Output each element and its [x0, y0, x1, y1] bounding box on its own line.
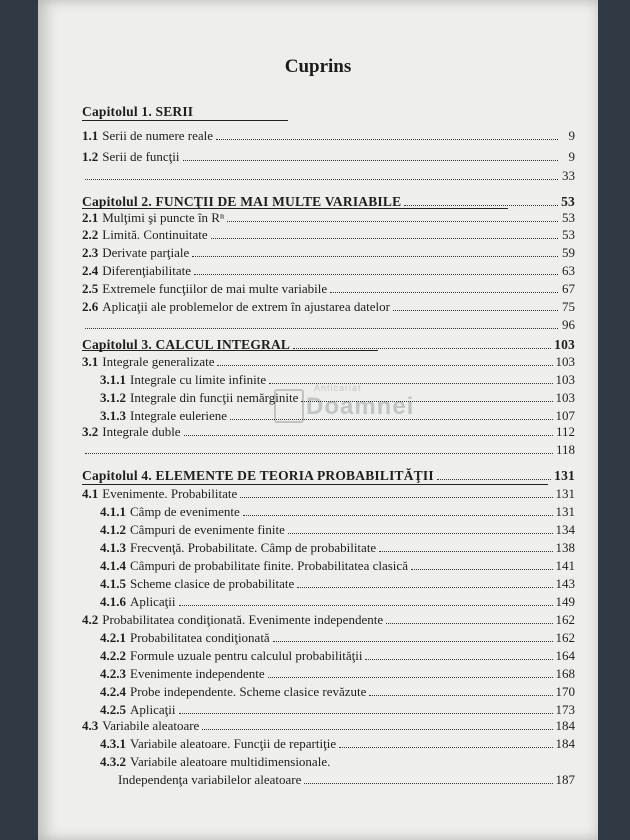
- toc-leader-dots: [365, 659, 552, 660]
- toc-entry-number: 4.2.3: [100, 666, 126, 681]
- toc-page-number: 53: [561, 194, 575, 209]
- toc-page-number: 118: [555, 442, 575, 457]
- chapter-underline: [82, 120, 288, 121]
- toc-page-number: 131: [555, 504, 575, 519]
- toc-leader-dots: [393, 310, 558, 311]
- page-title: Cuprins: [284, 56, 352, 77]
- toc-leader-dots: [85, 328, 558, 329]
- toc-entry-row: [82, 263, 575, 278]
- toc-entry-title: Limită. Continuitate: [102, 227, 208, 242]
- toc-entry-row: [82, 424, 575, 439]
- toc-entry-row: [82, 718, 575, 733]
- toc-entry-number: 4.3.1: [100, 736, 126, 751]
- toc-entry-number: 4.2.4: [100, 684, 126, 699]
- toc-page-number: 164: [555, 648, 575, 663]
- toc-entry-number: 4.1.4: [100, 558, 126, 573]
- toc-page-number: 103: [555, 372, 575, 387]
- toc-page-number: 9: [568, 149, 575, 164]
- toc-page-number: 184: [555, 718, 575, 733]
- toc-leader-dots: [293, 348, 551, 349]
- toc-entry-row: [118, 772, 575, 787]
- toc-entry-row: [100, 522, 575, 537]
- toc-leader-dots: [240, 497, 552, 498]
- toc-entry-number: 4.1.5: [100, 576, 126, 591]
- toc-leader-dots: [301, 401, 552, 402]
- toc-leader-dots: [404, 205, 558, 206]
- toc-page-number: 59: [562, 245, 575, 260]
- toc-page-number: 168: [555, 666, 575, 681]
- toc-page-number: 103: [555, 390, 575, 405]
- toc-page-number: 75: [562, 299, 575, 314]
- toc-leader-dots: [379, 551, 552, 552]
- toc-entry-number: 2.3: [82, 245, 99, 260]
- toc-entry-number: 1.2: [82, 149, 99, 164]
- toc-entry-title: Evenimente independente: [130, 666, 265, 681]
- toc-leader-dots: [330, 292, 558, 293]
- toc-page-number: 9: [568, 128, 575, 143]
- toc-entry-title: Câmpuri de probabilitate finite. Probabilitatea clasică: [130, 558, 408, 573]
- toc-page-number: 96: [562, 317, 575, 332]
- toc-chapter-title: Capitolul 1. SERII: [82, 104, 194, 119]
- toc-page-number: 103: [554, 337, 575, 352]
- toc-page-number: 53: [562, 210, 575, 225]
- toc-page-number: 143: [555, 576, 575, 591]
- toc-entry-row: [82, 227, 575, 242]
- toc-leader-dots: [273, 641, 553, 642]
- toc-chapter-title: Capitolul 2. FUNCŢII DE MAI MULTE VARIABILE: [82, 194, 402, 209]
- toc-entry-title: Aplicaţii: [130, 594, 176, 609]
- toc-leader-dots: [437, 479, 551, 480]
- toc-page-number: 53: [562, 227, 575, 242]
- toc-leader-dots: [269, 383, 552, 384]
- toc-entry-row: [100, 390, 575, 405]
- toc-chapter-title: Capitolul 4. ELEMENTE DE TEORIA PROBABILITĂŢII: [82, 468, 434, 483]
- watermark-small-text: Anticariat: [314, 383, 362, 393]
- toc-entry-row: [82, 354, 575, 369]
- toc-entry-number: 4.2.2: [100, 648, 126, 663]
- toc-page-number: 67: [562, 281, 575, 296]
- toc-entry-row: [82, 317, 575, 332]
- toc-entry-number: 4.1.6: [100, 594, 126, 609]
- toc-page-number: 134: [555, 522, 575, 537]
- toc-entry-row: [100, 736, 575, 751]
- toc-leader-dots: [179, 605, 553, 606]
- toc-entry-number: 4.2.1: [100, 630, 126, 645]
- toc-page-number: 131: [554, 468, 575, 483]
- toc-chapter-row: [82, 194, 575, 209]
- toc-entry-row: [100, 702, 575, 717]
- toc-entry-number: 3.2: [82, 424, 99, 439]
- toc-entry-row: [82, 149, 575, 164]
- toc-leader-dots: [386, 623, 552, 624]
- toc-entry-row: [100, 408, 575, 423]
- toc-entry-title: Variabile aleatoare multidimensionale.: [130, 754, 331, 769]
- toc-entry-title: Serii de funcţii: [102, 149, 180, 164]
- toc-entry-row: [82, 299, 575, 314]
- toc-entry-number: 4.3.2: [100, 754, 126, 769]
- toc-entry-number: 4.2.5: [100, 702, 126, 717]
- toc-entry-number: 2.4: [82, 263, 99, 278]
- toc-leader-dots: [339, 747, 552, 748]
- toc-page-number: 131: [555, 486, 575, 501]
- toc-leader-dots: [192, 256, 558, 257]
- toc-entry-title: Integrale euleriene: [130, 408, 228, 423]
- toc-entry-row: [82, 245, 575, 260]
- toc-entry-row: [82, 210, 575, 225]
- toc-entry-title: Variabile aleatoare. Funcţii de repartiţie: [130, 736, 337, 751]
- toc-page-number: 112: [555, 424, 575, 439]
- toc-entry-row: [82, 168, 575, 183]
- toc-page-number: 107: [555, 408, 575, 423]
- toc-entry-title: Integrale din funcţii nemărginite: [130, 390, 299, 405]
- toc-page-number: 187: [555, 772, 575, 787]
- toc-entry-title: Aplicaţii: [130, 702, 176, 717]
- toc-entry-number: 2.2: [82, 227, 99, 242]
- toc-entry-title: Frecvenţă. Probabilitate. Câmp de probabilitate: [130, 540, 377, 555]
- toc-leader-dots: [194, 274, 558, 275]
- toc-entry-row: [100, 684, 575, 699]
- toc-entry-row: [82, 128, 575, 143]
- toc-entry-row: [100, 540, 575, 555]
- toc-entry-title: Diferenţiabilitate: [102, 263, 192, 278]
- toc-page-number: 138: [555, 540, 575, 555]
- toc-entry-number: 4.2: [82, 612, 99, 627]
- toc-entry-number: 3.1.1: [100, 372, 126, 387]
- toc-entry-title: Variabile aleatoare: [102, 718, 200, 733]
- toc-leader-dots: [288, 533, 553, 534]
- toc-entry-row: [100, 558, 575, 573]
- toc-entry-title: Aplicaţii ale problemelor de extrem în ajustarea datelor: [102, 299, 390, 314]
- toc-entry-number: 4.1.2: [100, 522, 126, 537]
- toc-entry-number: 4.1.3: [100, 540, 126, 555]
- toc-entry-title: Integrale duble: [102, 424, 181, 439]
- toc-leader-dots: [179, 713, 553, 714]
- watermark-big-text: Doamnei: [306, 393, 415, 420]
- toc-entry-row: [100, 372, 575, 387]
- toc-page-number: 141: [555, 558, 575, 573]
- toc-entry-title: Integrale generalizate: [102, 354, 215, 369]
- toc-leader-dots: [85, 179, 558, 180]
- toc-page-number: 63: [562, 263, 575, 278]
- toc-leader-dots: [304, 783, 552, 784]
- toc-leader-dots: [369, 695, 552, 696]
- book-page: [38, 0, 598, 840]
- toc-entry-row: [100, 576, 575, 591]
- toc-leader-dots: [230, 419, 552, 420]
- toc-entry-row: [100, 630, 575, 645]
- toc-page-number: 173: [555, 702, 575, 717]
- toc-entry-title: Integrale cu limite infinite: [130, 372, 267, 387]
- toc-entry-number: 4.3: [82, 718, 99, 733]
- chapter-underline: [82, 484, 548, 485]
- chapter-underline: [82, 208, 508, 209]
- toc-entry-row: [82, 612, 575, 627]
- toc-entry-number: 3.1.3: [100, 408, 126, 423]
- toc-page-number: 103: [555, 354, 575, 369]
- toc-entry-number: 3.1: [82, 354, 99, 369]
- toc-entry-title: Extremele funcţiilor de mai multe variabile: [102, 281, 328, 296]
- toc-leader-dots: [297, 587, 552, 588]
- toc-entry-title: Evenimente. Probabilitate: [102, 486, 238, 501]
- toc-leader-dots: [243, 515, 553, 516]
- toc-entry-number: 4.1.1: [100, 504, 126, 519]
- toc-leader-dots: [211, 238, 558, 239]
- toc-page-number: 162: [555, 612, 575, 627]
- toc-entry-title: Câmp de evenimente: [130, 504, 240, 519]
- toc-leader-dots: [268, 677, 553, 678]
- toc-entry-title: Probe independente. Scheme clasice revăzute: [130, 684, 367, 699]
- toc-leader-dots: [85, 453, 553, 454]
- toc-entry-row: [82, 281, 575, 296]
- toc-entry-title: Independenţa variabilelor aleatoare: [118, 772, 302, 787]
- toc-entry-number: 4.1: [82, 486, 99, 501]
- toc-entry-title: Derivate parţiale: [102, 245, 190, 260]
- toc-leader-dots: [217, 365, 552, 366]
- toc-entry-title: Probabilitatea condiţionată: [130, 630, 270, 645]
- toc-entry-title: Serii de numere reale: [102, 128, 214, 143]
- toc-entry-number: 2.1: [82, 210, 99, 225]
- toc-chapter-row: [82, 468, 575, 483]
- toc-entry-number: 2.5: [82, 281, 99, 296]
- toc-entry-row: [100, 594, 575, 609]
- toc-entry-row: [82, 486, 575, 501]
- toc-leader-dots: [184, 435, 553, 436]
- toc-entry-row: [100, 648, 575, 663]
- toc-entry-title: Câmpuri de evenimente finite: [130, 522, 285, 537]
- toc-leader-dots: [227, 221, 558, 222]
- toc-entry-row: [82, 442, 575, 457]
- chapter-underline: [82, 350, 378, 351]
- toc-page-number: 33: [562, 168, 575, 183]
- toc-entry-number: 3.1.2: [100, 390, 126, 405]
- toc-entry-title: Mulţimi şi puncte în Rⁿ: [102, 210, 225, 225]
- toc-entry-title: Probabilitatea condiţionată. Evenimente independente: [102, 612, 384, 627]
- toc-entry-title: Formule uzuale pentru calculul probabilităţii: [130, 648, 363, 663]
- toc-entry-number: 2.6: [82, 299, 99, 314]
- toc-page-number: 162: [555, 630, 575, 645]
- toc-page-number: 149: [555, 594, 575, 609]
- toc-page-number: 170: [555, 684, 575, 699]
- toc-entry-row: [100, 754, 575, 769]
- toc-leader-dots: [183, 160, 558, 161]
- toc-entry-title: Scheme clasice de probabilitate: [130, 576, 295, 591]
- toc-entry-row: [100, 666, 575, 681]
- toc-leader-dots: [216, 139, 558, 140]
- toc-leader-dots: [202, 729, 552, 730]
- toc-page-number: 184: [555, 736, 575, 751]
- toc-entry-number: 1.1: [82, 128, 99, 143]
- toc-chapter-title: Capitolul 3. CALCUL INTEGRAL: [82, 337, 291, 352]
- toc-entry-row: [100, 504, 575, 519]
- toc-leader-dots: [411, 569, 553, 570]
- toc-chapter-row: [82, 104, 575, 119]
